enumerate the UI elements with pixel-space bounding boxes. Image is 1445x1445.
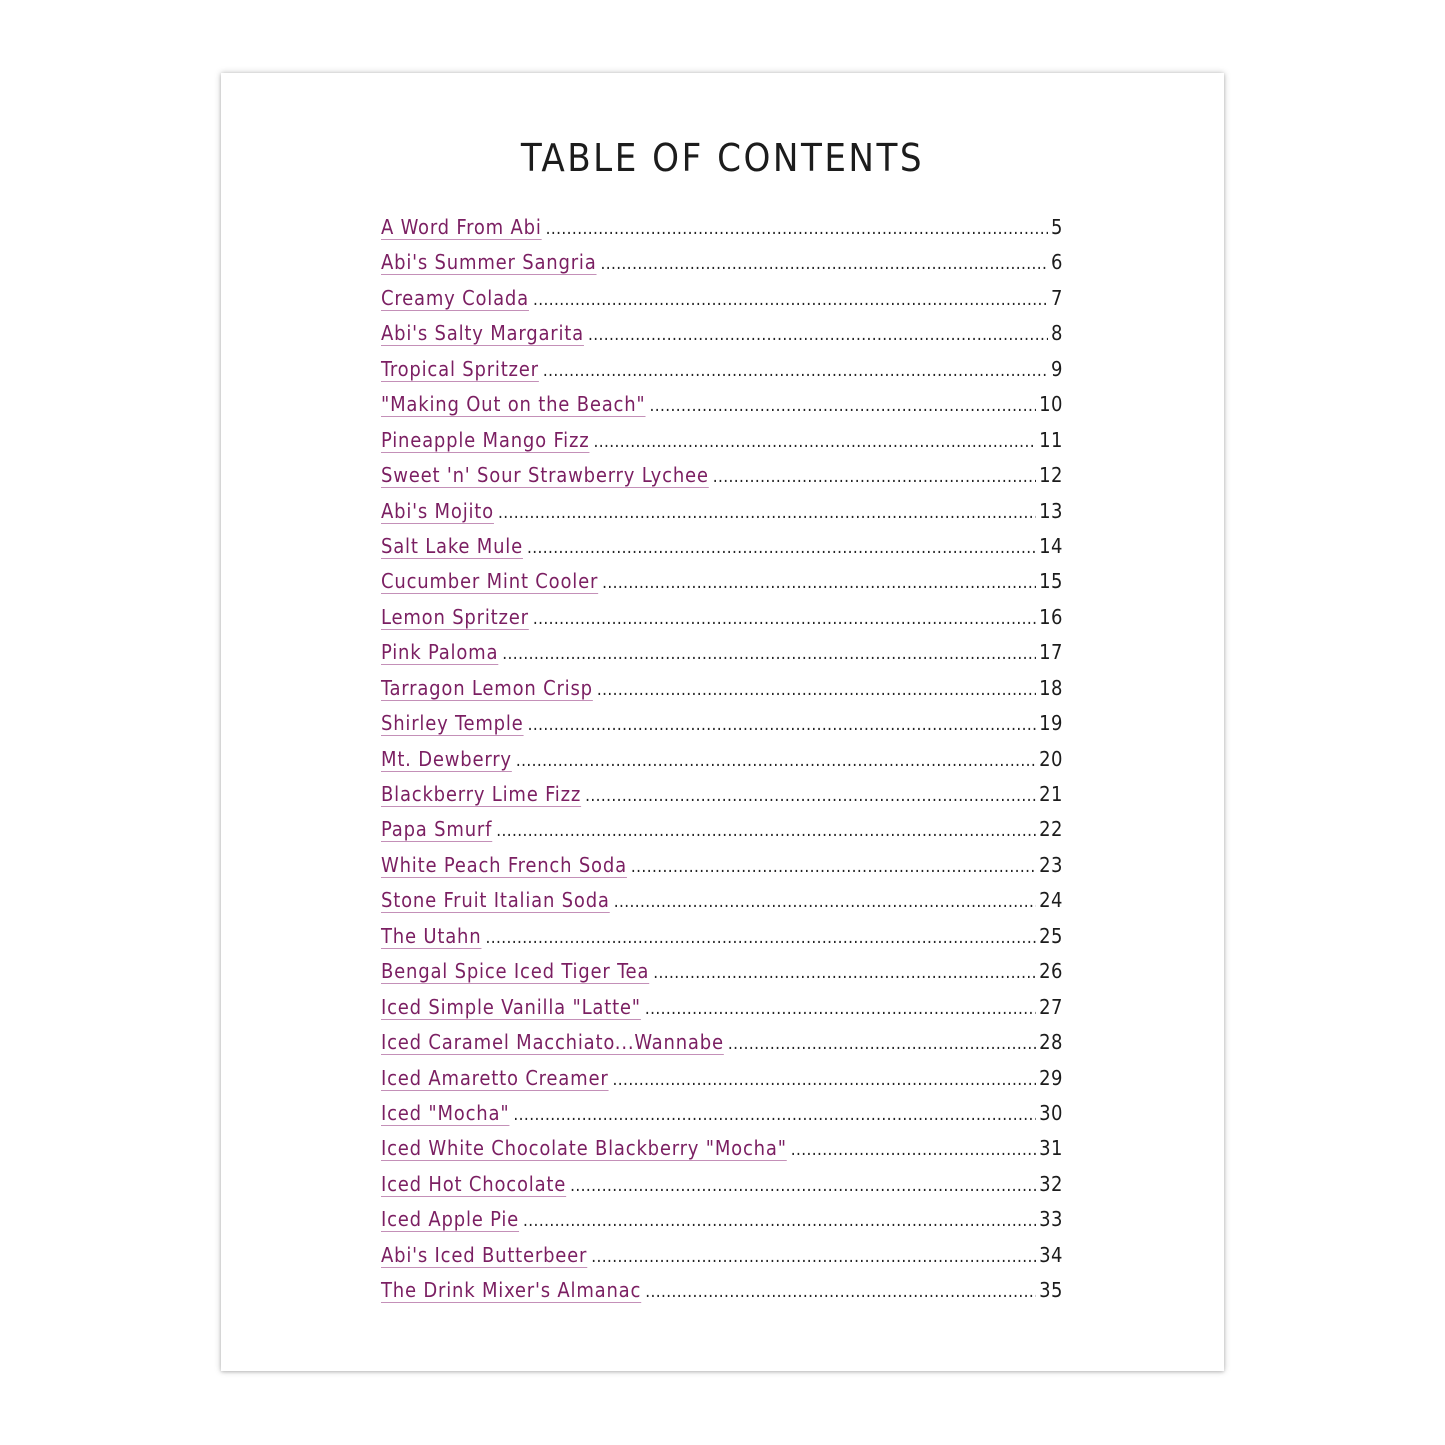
toc-page-number: 35	[1039, 1278, 1063, 1303]
dot-leader	[597, 673, 1036, 708]
toc-entry	[381, 352, 1063, 387]
toc-entry	[381, 423, 1063, 458]
toc-entry-link[interactable]: Iced Caramel Macchiato...Wannabe	[381, 1030, 724, 1055]
toc-page-number: 12	[1039, 463, 1063, 488]
toc-page-number: 30	[1039, 1100, 1063, 1125]
toc-entry-link[interactable]: Abi's Salty Margarita	[381, 321, 584, 346]
dot-leader	[591, 1240, 1036, 1275]
toc-page-number: 25	[1039, 923, 1063, 948]
toc-page-number: 28	[1039, 1030, 1063, 1055]
toc-page-number: 31	[1039, 1136, 1063, 1161]
toc-entry	[381, 600, 1063, 635]
toc-entry	[381, 954, 1063, 989]
toc-entry	[381, 1131, 1063, 1166]
toc-entry-link[interactable]: Iced Hot Chocolate	[381, 1171, 567, 1196]
dot-leader	[645, 992, 1036, 1027]
dot-leader	[543, 354, 1048, 389]
toc-entry-link[interactable]: Iced Amaretto Creamer	[381, 1065, 609, 1090]
toc-entry	[381, 919, 1063, 954]
toc-entry	[381, 210, 1063, 245]
toc-page-number: 29	[1039, 1065, 1063, 1090]
toc-entry-link[interactable]: Cucumber Mint Cooler	[381, 569, 599, 594]
toc-entry-link[interactable]: The Drink Mixer's Almanac	[381, 1278, 642, 1303]
dot-leader	[613, 1063, 1037, 1098]
toc-entry-link[interactable]: Iced "Mocha"	[381, 1100, 510, 1125]
toc-entry-link[interactable]: Blackberry Lime Fizz	[381, 782, 582, 806]
toc-page-number: 10	[1039, 392, 1063, 417]
toc-list	[381, 210, 1063, 1309]
toc-entry-link[interactable]: Lemon Spritzer	[381, 604, 529, 629]
toc-entry	[381, 458, 1063, 493]
toc-entry	[381, 706, 1063, 741]
dot-leader	[588, 318, 1048, 353]
toc-page-number: 32	[1039, 1171, 1063, 1196]
dot-leader	[631, 850, 1036, 885]
dot-leader	[601, 247, 1049, 282]
dot-leader	[502, 637, 1036, 672]
toc-page-number: 34	[1039, 1242, 1063, 1267]
dot-leader	[516, 744, 1036, 779]
dot-leader	[533, 283, 1048, 318]
toc-page-number: 14	[1039, 533, 1063, 558]
dot-leader	[614, 885, 1036, 920]
toc-entry-link[interactable]: Sweet 'n' Sour Strawberry Lychee	[381, 463, 709, 488]
toc-entry	[381, 990, 1063, 1025]
dot-leader	[527, 531, 1036, 566]
toc-entry-link[interactable]: The Utahn	[381, 923, 482, 948]
document-page	[221, 73, 1224, 1371]
dot-leader	[498, 496, 1036, 531]
toc-entry	[381, 1273, 1063, 1308]
toc-entry-link[interactable]: Pineapple Mango Fizz	[381, 427, 590, 452]
toc-entry	[381, 564, 1063, 599]
toc-page-number: 11	[1039, 427, 1063, 452]
toc-entry-link[interactable]: Iced Simple Vanilla "Latte"	[381, 994, 641, 1019]
dot-leader	[650, 389, 1037, 424]
toc-entry-link[interactable]: Pink Paloma	[381, 640, 499, 665]
toc-entry	[381, 742, 1063, 777]
dot-leader	[533, 602, 1036, 637]
toc-entry	[381, 812, 1063, 847]
toc-entry-link[interactable]: Stone Fruit Italian Soda	[381, 888, 610, 913]
page-title: TABLE OF CONTENTS	[520, 136, 925, 180]
toc-entry-link[interactable]: Papa Smurf	[381, 817, 493, 842]
toc-page-number: 9	[1051, 356, 1063, 381]
toc-entry-link[interactable]: "Making Out on the Beach"	[381, 392, 646, 417]
toc-entry-link[interactable]: A Word From Abi	[381, 215, 542, 239]
dot-leader	[791, 1133, 1036, 1168]
toc-entry-link[interactable]: Shirley Temple	[381, 711, 524, 736]
toc-entry	[381, 529, 1063, 564]
toc-entry	[381, 1061, 1063, 1096]
toc-entry	[381, 671, 1063, 706]
toc-page-number: 5	[1051, 215, 1063, 239]
dot-leader	[645, 1275, 1036, 1310]
toc-entry	[381, 635, 1063, 670]
dot-leader	[713, 460, 1036, 495]
dot-leader	[602, 566, 1036, 601]
dot-leader	[523, 1204, 1036, 1239]
toc-page-number: 21	[1039, 782, 1063, 806]
toc-page-number: 18	[1039, 675, 1063, 700]
dot-leader	[496, 814, 1036, 849]
toc-page-number: 13	[1039, 498, 1063, 523]
toc-entry-link[interactable]: Abi's Iced Butterbeer	[381, 1242, 588, 1267]
toc-entry	[381, 281, 1063, 316]
toc-entry	[381, 777, 1063, 812]
toc-entry-link[interactable]: Bengal Spice Iced Tiger Tea	[381, 959, 650, 984]
toc-entry	[381, 1025, 1063, 1060]
toc-entry	[381, 1238, 1063, 1273]
toc-page-number: 7	[1051, 285, 1063, 310]
toc-page-number: 22	[1039, 817, 1063, 842]
toc-page-number: 19	[1039, 711, 1063, 736]
toc-page-number: 17	[1039, 640, 1063, 665]
toc-page-number: 15	[1039, 569, 1063, 594]
toc-page-number: 33	[1039, 1207, 1063, 1232]
toc-page-number: 26	[1039, 959, 1063, 984]
dot-leader	[513, 1098, 1036, 1133]
toc-entry-link[interactable]: Salt Lake Mule	[381, 533, 523, 558]
toc-page-number: 23	[1039, 852, 1063, 877]
dot-leader	[485, 921, 1036, 956]
toc-page-number: 6	[1051, 250, 1063, 275]
toc-entry	[381, 848, 1063, 883]
dot-leader	[585, 779, 1036, 814]
toc-page-number: 8	[1051, 321, 1063, 346]
toc-entry	[381, 494, 1063, 529]
toc-entry-link[interactable]: Abi's Summer Sangria	[381, 250, 597, 275]
toc-entry	[381, 1202, 1063, 1237]
toc-entry	[381, 883, 1063, 918]
toc-entry-link[interactable]: Tarragon Lemon Crisp	[381, 675, 593, 700]
toc-entry-link[interactable]: Creamy Colada	[381, 285, 529, 310]
toc-entry	[381, 1167, 1063, 1202]
toc-entry-link[interactable]: Mt. Dewberry	[381, 746, 512, 771]
dot-leader	[593, 425, 1036, 460]
toc-entry	[381, 245, 1063, 280]
toc-entry-link[interactable]: White Peach French Soda	[381, 852, 627, 877]
toc-entry	[381, 1096, 1063, 1131]
dot-leader	[570, 1169, 1036, 1204]
toc-entry	[381, 387, 1063, 422]
toc-entry-link[interactable]: Iced White Chocolate Blackberry "Mocha"	[381, 1136, 787, 1161]
dot-leader	[728, 1027, 1036, 1062]
toc-page-number: 24	[1039, 888, 1063, 913]
toc-page-number: 16	[1039, 604, 1063, 629]
toc-entry-link[interactable]: Abi's Mojito	[381, 498, 494, 523]
toc-entry-link[interactable]: Tropical Spritzer	[381, 356, 539, 381]
dot-leader	[528, 708, 1037, 743]
dot-leader	[546, 212, 1048, 247]
toc-page-number: 20	[1039, 746, 1063, 771]
dot-leader	[653, 956, 1036, 991]
toc-page-number: 27	[1039, 994, 1063, 1019]
toc-entry-link[interactable]: Iced Apple Pie	[381, 1207, 520, 1232]
toc-entry	[381, 316, 1063, 351]
